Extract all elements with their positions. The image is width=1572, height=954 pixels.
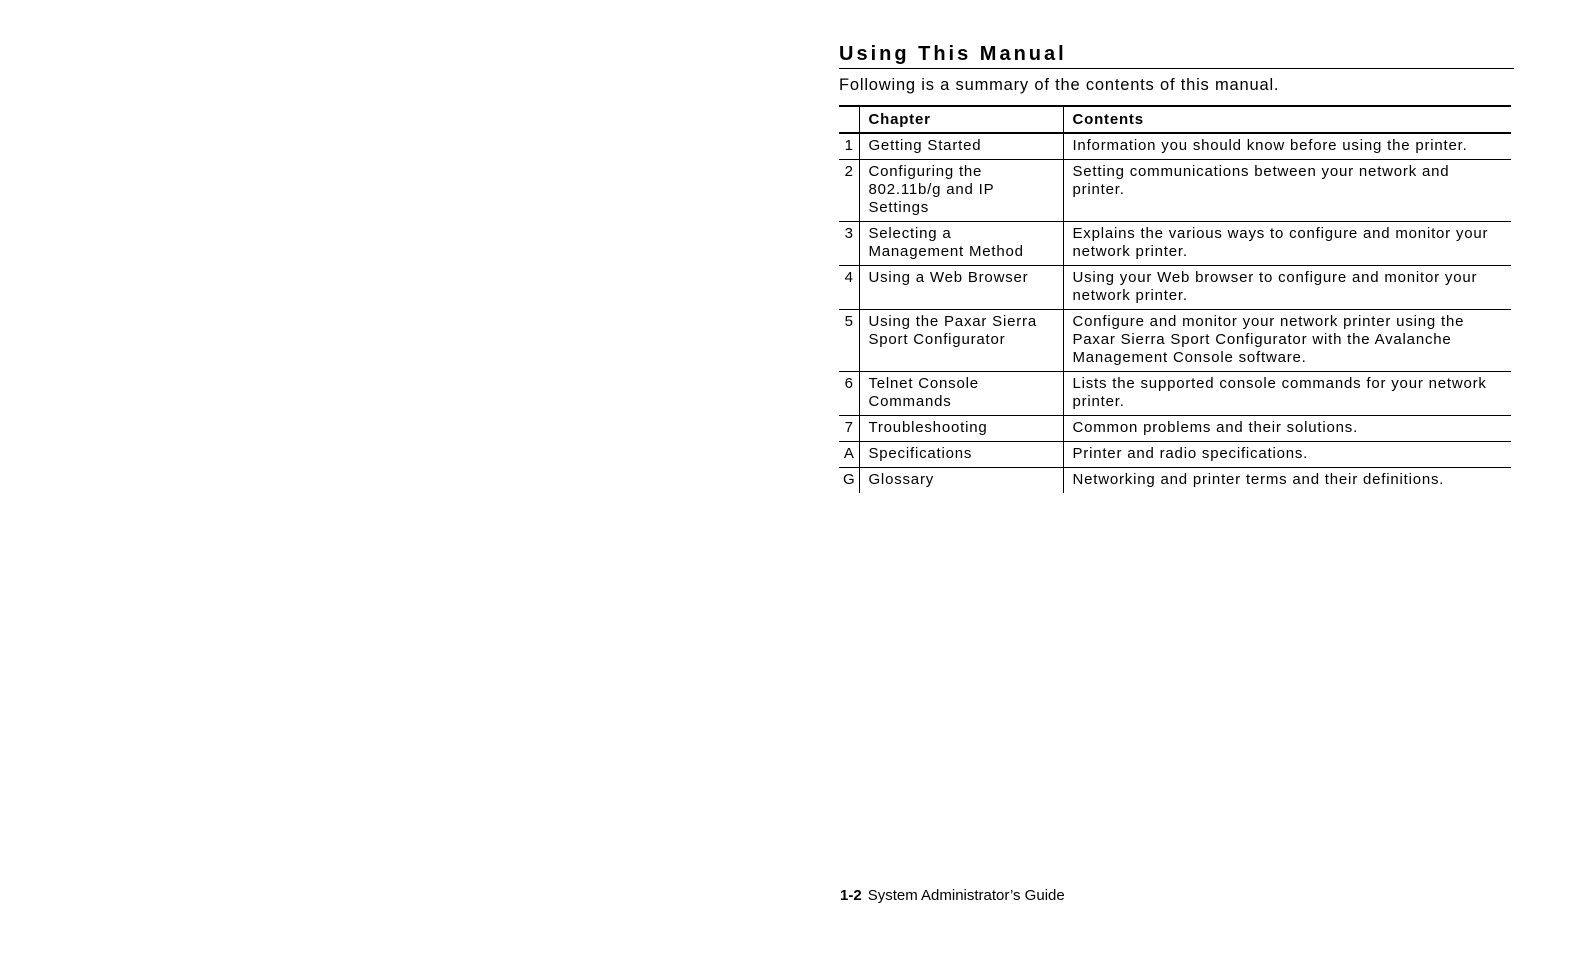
chapter-contents: Printer and radio specifications.	[1064, 442, 1511, 468]
table-row	[839, 416, 1511, 442]
table-header-row	[839, 106, 1511, 133]
header-contents: Contents	[1064, 106, 1511, 133]
chapter-number: 1	[844, 137, 854, 154]
chapter-number: 6	[844, 375, 854, 392]
section-title: Using This Manual	[839, 42, 1514, 69]
chapter-name: Using a Web Browser	[860, 266, 1064, 310]
chapter-contents: Information you should know before using the printer.	[1064, 133, 1511, 160]
chapter-contents: Explains the various ways to configure and monitor your network printer.	[1064, 222, 1511, 266]
table-row	[839, 310, 1511, 372]
table-row	[839, 372, 1511, 416]
chapter-name: Specifications	[860, 442, 1064, 468]
contents-table	[839, 105, 1511, 493]
page-number: 1-2	[840, 887, 862, 904]
chapter-number: 3	[844, 225, 854, 242]
chapter-name-text: Configuring the 802.11b/g and IP Settings	[868, 163, 995, 216]
guide-title: System Administrator’s Guide	[867, 887, 1065, 904]
chapter-number: 2	[844, 163, 854, 180]
chapter-contents: Setting communications between your network and printer.	[1064, 160, 1511, 222]
chapter-name	[860, 160, 1064, 222]
table-row	[839, 133, 1511, 160]
chapter-contents: Lists the supported console commands for your network printer.	[1064, 372, 1511, 416]
chapter-contents: Using your Web browser to configure and monitor your network printer.	[1064, 266, 1511, 310]
table-row	[839, 266, 1511, 310]
chapter-contents: Configure and monitor your network printer using the Paxar Sierra Sport Configurator with the Avalanche Management Console software.	[1064, 310, 1511, 372]
chapter-number: 7	[844, 419, 854, 436]
chapter-contents: Common problems and their solutions.	[1064, 416, 1511, 442]
table-row	[839, 160, 1511, 222]
chapter-name-text: Selecting a Management Method	[868, 225, 1024, 260]
chapter-contents: Networking and printer terms and their definitions.	[1064, 468, 1511, 494]
chapter-number: A	[843, 445, 855, 462]
chapter-name: Using the Paxar Sierra Sport Configurator	[860, 310, 1064, 372]
chapter-name	[860, 372, 1064, 416]
table-row	[839, 222, 1511, 266]
table-row	[839, 442, 1511, 468]
chapter-number: G	[843, 471, 856, 488]
intro-text: Following is a summary of the contents of this manual.	[839, 76, 1280, 94]
chapter-number: 4	[844, 269, 854, 286]
chapter-number: 5	[844, 313, 854, 330]
chapter-name: Troubleshooting	[860, 416, 1064, 442]
page-footer	[840, 886, 1065, 906]
chapter-name: Glossary	[860, 468, 1064, 494]
header-chapter: Chapter	[860, 106, 1064, 133]
table-row	[839, 468, 1511, 494]
chapter-name-text: Telnet Console Commands	[868, 375, 979, 410]
header-number	[839, 106, 860, 133]
chapter-name	[860, 222, 1064, 266]
manual-page-content	[839, 42, 1514, 493]
chapter-name: Getting Started	[860, 133, 1064, 160]
